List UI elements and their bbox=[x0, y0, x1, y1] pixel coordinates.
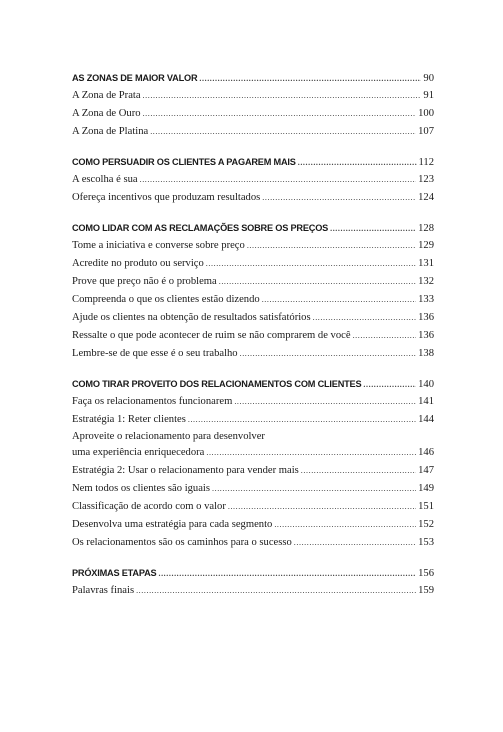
dot-leader bbox=[353, 327, 417, 345]
toc-entry bbox=[72, 189, 434, 207]
page-number: 91 bbox=[423, 90, 434, 101]
dot-leader bbox=[240, 345, 417, 363]
page-number: 124 bbox=[418, 192, 434, 203]
page-number: 136 bbox=[418, 330, 434, 341]
toc-entry bbox=[72, 237, 434, 255]
entry-label: Estratégia 1: Reter clientes bbox=[72, 414, 186, 425]
entry-label: A Zona de Platina bbox=[72, 126, 149, 137]
dot-leader bbox=[158, 565, 416, 583]
toc-section bbox=[72, 69, 434, 141]
dot-leader bbox=[219, 273, 416, 291]
page-number: 132 bbox=[418, 276, 434, 287]
entry-label: Acredite no produto ou serviço bbox=[72, 258, 204, 269]
page-number: 140 bbox=[418, 379, 434, 390]
toc-entry bbox=[72, 534, 434, 552]
entry-label: Lembre-se de que esse é o seu trabalho bbox=[72, 348, 238, 359]
entry-label: Aproveite o relacionamento para desenvolver bbox=[72, 431, 265, 442]
toc-entry bbox=[72, 105, 434, 123]
entry-label: Prove que preço não é o problema bbox=[72, 276, 217, 287]
dot-leader bbox=[262, 189, 416, 207]
entry-label: A escolha é sua bbox=[72, 174, 138, 185]
toc-section bbox=[72, 564, 434, 600]
toc-section-heading bbox=[72, 153, 434, 171]
section-title: AS ZONAS DE MAIOR VALOR bbox=[72, 73, 198, 83]
page-number: 147 bbox=[418, 465, 434, 476]
dot-leader bbox=[140, 171, 417, 189]
entry-label: Tome a iniciativa e converse sobre preço bbox=[72, 240, 245, 251]
dot-leader bbox=[206, 255, 416, 273]
toc-entry bbox=[72, 582, 434, 600]
toc-entry bbox=[72, 411, 434, 429]
section-title: COMO PERSUADIR OS CLIENTES A PAGAREM MAIS bbox=[72, 157, 296, 167]
toc-entry bbox=[72, 444, 434, 462]
toc-section bbox=[72, 219, 434, 363]
dot-leader bbox=[234, 393, 416, 411]
dot-leader bbox=[301, 462, 416, 480]
page-number: 156 bbox=[418, 568, 434, 579]
entry-label: Palavras finais bbox=[72, 585, 135, 596]
toc-entry bbox=[72, 255, 434, 273]
toc-entry-first-line bbox=[72, 429, 434, 444]
dot-leader bbox=[188, 411, 416, 429]
dot-leader bbox=[136, 582, 416, 600]
page-number: 123 bbox=[418, 174, 434, 185]
dot-leader bbox=[199, 70, 421, 88]
toc-entry bbox=[72, 462, 434, 480]
dot-leader bbox=[143, 87, 422, 105]
toc-entry bbox=[72, 480, 434, 498]
entry-label: Desenvolva uma estratégia para cada segmento bbox=[72, 519, 273, 530]
dot-leader bbox=[330, 220, 416, 238]
dot-leader bbox=[294, 534, 416, 552]
page-number: 149 bbox=[418, 483, 434, 494]
toc-entry bbox=[72, 87, 434, 105]
toc-section bbox=[72, 153, 434, 207]
page-number: 128 bbox=[418, 223, 434, 234]
page-number: 159 bbox=[418, 585, 434, 596]
page-number: 152 bbox=[418, 519, 434, 530]
page-number: 136 bbox=[418, 312, 434, 323]
page-number: 144 bbox=[418, 414, 434, 425]
entry-label: Ofereça incentivos que produzam resultados bbox=[72, 192, 261, 203]
page-number: 112 bbox=[418, 157, 434, 168]
page-number: 107 bbox=[418, 126, 434, 137]
dot-leader bbox=[363, 376, 416, 394]
page-number: 131 bbox=[418, 258, 434, 269]
entry-label: A Zona de Ouro bbox=[72, 108, 141, 119]
entry-label: Os relacionamentos são os caminhos para o sucesso bbox=[72, 537, 292, 548]
toc-entry bbox=[72, 123, 434, 141]
toc-entry bbox=[72, 291, 434, 309]
toc-entry bbox=[72, 393, 434, 411]
dot-leader bbox=[150, 123, 416, 141]
toc-section-heading bbox=[72, 375, 434, 393]
page-number: 151 bbox=[418, 501, 434, 512]
dot-leader bbox=[298, 154, 417, 172]
page-number: 90 bbox=[423, 73, 434, 84]
entry-label: Compreenda o que os clientes estão dizendo bbox=[72, 294, 260, 305]
dot-leader bbox=[262, 291, 416, 309]
entry-label: Ajude os clientes na obtenção de resultados satisfatórios bbox=[72, 312, 311, 323]
dot-leader bbox=[228, 498, 416, 516]
toc-entry bbox=[72, 327, 434, 345]
entry-label: Faça os relacionamentos funcionarem bbox=[72, 396, 233, 407]
dot-leader bbox=[143, 105, 417, 123]
toc-entry bbox=[72, 171, 434, 189]
toc-section-heading bbox=[72, 219, 434, 237]
dot-leader bbox=[274, 516, 416, 534]
toc-section bbox=[72, 375, 434, 552]
section-title: PRÓXIMAS ETAPAS bbox=[72, 568, 157, 578]
page-number: 138 bbox=[418, 348, 434, 359]
entry-label: A Zona de Prata bbox=[72, 90, 141, 101]
dot-leader bbox=[247, 237, 416, 255]
toc-entry bbox=[72, 516, 434, 534]
entry-label: Nem todos os clientes são iguais bbox=[72, 483, 210, 494]
page-number: 129 bbox=[418, 240, 434, 251]
section-title: COMO LIDAR COM AS RECLAMAÇÕES SOBRE OS PREÇOS bbox=[72, 223, 329, 233]
page-number: 153 bbox=[418, 537, 434, 548]
page-number: 133 bbox=[418, 294, 434, 305]
entry-label: Estratégia 2: Usar o relacionamento para vender mais bbox=[72, 465, 299, 476]
toc-section-heading bbox=[72, 69, 434, 87]
toc-entry bbox=[72, 309, 434, 327]
entry-label-continued: uma experiência enriquecedora bbox=[72, 447, 205, 458]
page-number: 100 bbox=[418, 108, 434, 119]
entry-label: Classificação de acordo com o valor bbox=[72, 501, 226, 512]
toc-entry bbox=[72, 345, 434, 363]
dot-leader bbox=[313, 309, 417, 327]
table-of-contents bbox=[72, 69, 434, 612]
dot-leader bbox=[206, 444, 416, 462]
dot-leader bbox=[212, 480, 416, 498]
page-number: 146 bbox=[418, 447, 434, 458]
page-number: 141 bbox=[418, 396, 434, 407]
entry-label: Ressalte o que pode acontecer de ruim se não comprarem de você bbox=[72, 330, 351, 341]
toc-entry bbox=[72, 273, 434, 291]
section-title: COMO TIRAR PROVEITO DOS RELACIONAMENTOS COM CLIENTES bbox=[72, 379, 362, 389]
toc-section-heading bbox=[72, 564, 434, 582]
toc-entry bbox=[72, 498, 434, 516]
